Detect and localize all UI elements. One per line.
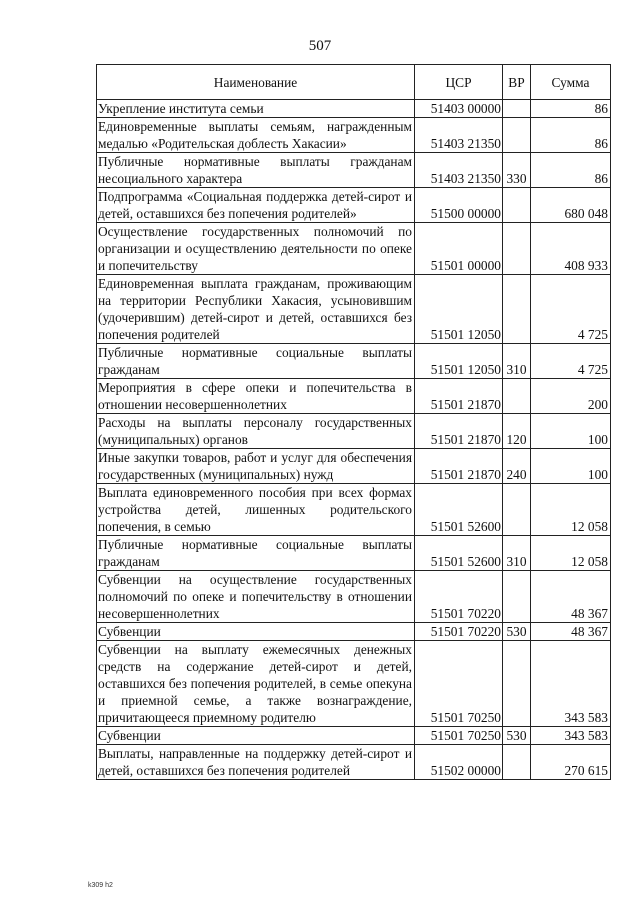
row-csr: 51501 21870 [415,414,503,449]
table-row [97,449,611,484]
row-sum: 86 [531,100,611,118]
row-name: Публичные нормативные выплаты гражданам несоциального характера [97,153,415,188]
row-sum: 200 [531,379,611,414]
header-row [97,65,611,100]
table-row [97,484,611,536]
table-row [97,745,611,780]
table-row [97,344,611,379]
row-sum: 48 367 [531,571,611,623]
table-row [97,153,611,188]
row-name: Субвенции [97,727,415,745]
row-sum: 12 058 [531,536,611,571]
row-csr: 51501 21870 [415,379,503,414]
row-vr: 310 [503,536,531,571]
row-vr: 330 [503,153,531,188]
page-number: 507 [308,38,332,54]
row-name: Иные закупки товаров, работ и услуг для обеспечения государственных (муниципальных) нужд [97,449,415,484]
row-sum: 86 [531,118,611,153]
row-sum: 270 615 [531,745,611,780]
row-vr [503,118,531,153]
header-name: Наименование [97,65,415,100]
table-row [97,727,611,745]
row-vr [503,100,531,118]
row-csr: 51501 70250 [415,727,503,745]
row-sum: 4 725 [531,275,611,344]
row-name: Субвенции на осуществление государственных полномочий по опеке и попечительству в отношении несовершеннолетних [97,571,415,623]
row-name: Публичные нормативные социальные выплаты гражданам [97,344,415,379]
row-vr [503,641,531,727]
row-name: Осуществление государственных полномочий по организации и осуществлению деятельности по опеке и попечительству [97,223,415,275]
row-sum: 12 058 [531,484,611,536]
table-row [97,188,611,223]
row-sum: 100 [531,414,611,449]
header-csr: ЦСР [415,65,503,100]
table-row [97,536,611,571]
row-name: Укрепление института семьи [97,100,415,118]
table-row [97,379,611,414]
table-row [97,118,611,153]
row-csr: 51403 21350 [415,153,503,188]
row-csr: 51501 12050 [415,275,503,344]
row-csr: 51501 52600 [415,484,503,536]
row-sum: 100 [531,449,611,484]
row-vr [503,484,531,536]
table-row [97,414,611,449]
footer-code: k309 h2 [88,882,113,889]
table-row [97,641,611,727]
row-name: Расходы на выплаты персоналу государственных (муниципальных) органов [97,414,415,449]
table-row [97,571,611,623]
row-sum: 680 048 [531,188,611,223]
row-vr [503,571,531,623]
row-csr: 51403 21350 [415,118,503,153]
row-name: Мероприятия в сфере опеки и попечительства в отношении несовершеннолетних [97,379,415,414]
row-name: Субвенции на выплату ежемесячных денежных средств на содержание детей-сирот и детей, оставшихся без попечения родителей, в семье опекуна и приемной семье, а также вознаграждение, причитающееся приемному родителю [97,641,415,727]
table-row [97,100,611,118]
row-sum: 408 933 [531,223,611,275]
row-vr: 530 [503,623,531,641]
table-header [97,65,611,100]
row-vr [503,745,531,780]
table-row [97,623,611,641]
row-name: Подпрограмма «Социальная поддержка детей-сирот и детей, оставшихся без попечения родителей» [97,188,415,223]
row-vr [503,188,531,223]
row-name: Единовременная выплата гражданам, проживающим на территории Республики Хакасия, усыновившим (удочерившим) детей-сирот и детей, оставшихся без попечения родителей [97,275,415,344]
row-sum: 86 [531,153,611,188]
row-sum: 4 725 [531,344,611,379]
header-sum: Сумма [531,65,611,100]
row-vr: 530 [503,727,531,745]
row-vr [503,379,531,414]
row-sum: 343 583 [531,727,611,745]
table-row [97,275,611,344]
row-vr [503,223,531,275]
row-name: Выплаты, направленные на поддержку детей-сирот и детей, оставшихся без попечения родителей [97,745,415,780]
row-csr: 51502 00000 [415,745,503,780]
row-vr: 120 [503,414,531,449]
row-sum: 48 367 [531,623,611,641]
row-csr: 51501 70220 [415,571,503,623]
row-name: Выплата единовременного пособия при всех формах устройства детей, лишенных родительского попечения, в семью [97,484,415,536]
row-vr [503,275,531,344]
row-csr: 51501 70250 [415,641,503,727]
row-sum: 343 583 [531,641,611,727]
row-name: Субвенции [97,623,415,641]
row-csr: 51501 12050 [415,344,503,379]
row-csr: 51501 52600 [415,536,503,571]
row-name: Публичные нормативные социальные выплаты гражданам [97,536,415,571]
header-vr: ВР [503,65,531,100]
row-csr: 51403 00000 [415,100,503,118]
row-name: Единовременные выплаты семьям, награжденным медалью «Родительская доблесть Хакасии» [97,118,415,153]
row-csr: 51501 70220 [415,623,503,641]
row-csr: 51501 21870 [415,449,503,484]
budget-table [96,64,611,780]
row-vr: 310 [503,344,531,379]
row-csr: 51501 00000 [415,223,503,275]
row-vr: 240 [503,449,531,484]
row-csr: 51500 00000 [415,188,503,223]
table-body [97,100,611,780]
table-row [97,223,611,275]
